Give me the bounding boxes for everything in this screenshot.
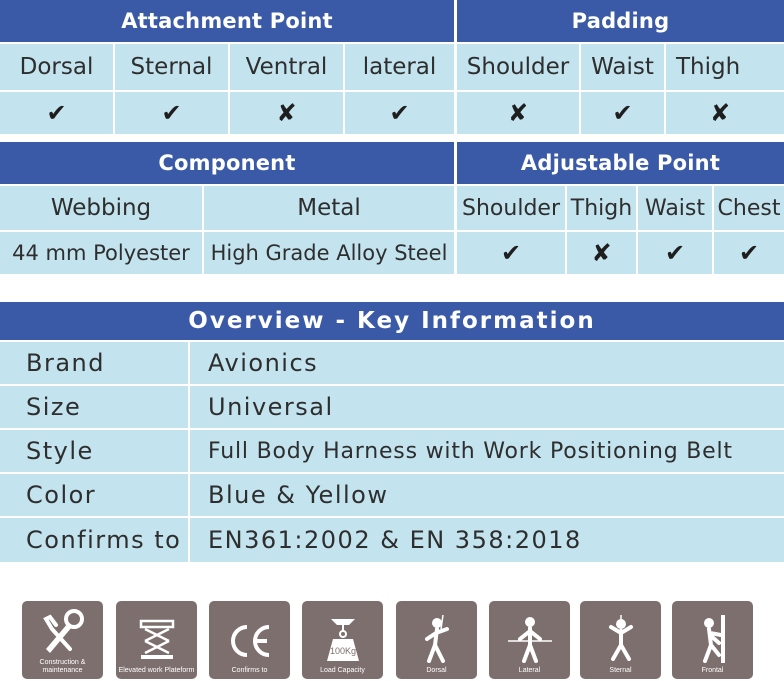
adjustable-mark-thigh: ✘	[567, 232, 636, 274]
adjustable-col-chest: Chest	[714, 186, 784, 230]
elevated-platform-label: Elevated work Plateform	[118, 667, 195, 674]
load-capacity-label: Load Capacity	[320, 667, 365, 674]
component-col-webbing: Webbing	[0, 186, 202, 230]
overview-value-brand: Avionics	[190, 342, 784, 384]
lateral-icon	[489, 601, 570, 679]
dorsal-icon	[396, 601, 477, 679]
attachment-point-header: Attachment Point	[0, 0, 454, 42]
padding-mark-waist: ✔	[581, 92, 664, 134]
component-metal-value: High Grade Alloy Steel	[204, 232, 454, 274]
overview-value-size: Universal	[190, 386, 784, 428]
frontal-icon	[672, 601, 753, 679]
load-capacity-badge: 100Kg	[329, 646, 356, 656]
component-webbing-value: 44 mm Polyester	[0, 232, 202, 274]
load-capacity-icon	[302, 601, 383, 679]
attachment-mark-dorsal: ✔	[0, 92, 113, 134]
padding-mark-shoulder: ✘	[457, 92, 579, 134]
overview-value-color: Blue & Yellow	[190, 474, 784, 516]
overview-key-color: Color	[0, 474, 188, 516]
attachment-col-sternal: Sternal	[115, 44, 228, 90]
overview-key-brand: Brand	[0, 342, 188, 384]
adjustable-col-shoulder: Shoulder	[457, 186, 565, 230]
sternal-label: Sternal	[609, 667, 632, 674]
overview-key-size: Size	[0, 386, 188, 428]
overview-header: Overview - Key Information	[0, 302, 784, 340]
sternal-icon	[580, 601, 661, 679]
component-col-metal: Metal	[204, 186, 454, 230]
adjustable-col-waist: Waist	[638, 186, 712, 230]
padding-col-shoulder: Shoulder	[457, 44, 579, 90]
component-header: Component	[0, 142, 454, 184]
attachment-mark-ventral: ✘	[230, 92, 343, 134]
construction-label: Construction & maintenance	[39, 659, 86, 674]
adjustable-col-thigh: Thigh	[567, 186, 636, 230]
attachment-col-ventral: Ventral	[230, 44, 343, 90]
construction-icon	[22, 601, 103, 679]
attachment-col-lateral: lateral	[345, 44, 454, 90]
padding-col-thigh: Thigh	[666, 44, 784, 90]
ce-mark-icon	[209, 601, 290, 679]
padding-mark-thigh: ✘	[666, 92, 784, 134]
elevated-platform-icon	[116, 601, 197, 679]
overview-key-confirms-to: Confirms to	[0, 518, 188, 562]
frontal-label: Frontal	[701, 667, 724, 674]
adjustable-mark-shoulder: ✔	[457, 232, 565, 274]
padding-col-waist: Waist	[581, 44, 664, 90]
dorsal-label: Dorsal	[426, 667, 447, 674]
adjustable-point-header: Adjustable Point	[457, 142, 784, 184]
adjustable-mark-waist: ✔	[638, 232, 712, 274]
lateral-label: Lateral	[518, 667, 541, 674]
overview-value-confirms-to: EN361:2002 & EN 358:2018	[190, 518, 784, 562]
attachment-mark-sternal: ✔	[115, 92, 228, 134]
overview-key-style: Style	[0, 430, 188, 472]
ce-mark-label: Confirms to	[231, 667, 268, 674]
overview-value-style: Full Body Harness with Work Positioning Belt	[190, 430, 784, 472]
attachment-col-dorsal: Dorsal	[0, 44, 113, 90]
attachment-mark-lateral: ✔	[345, 92, 454, 134]
padding-header: Padding	[457, 0, 784, 42]
adjustable-mark-chest: ✔	[714, 232, 784, 274]
